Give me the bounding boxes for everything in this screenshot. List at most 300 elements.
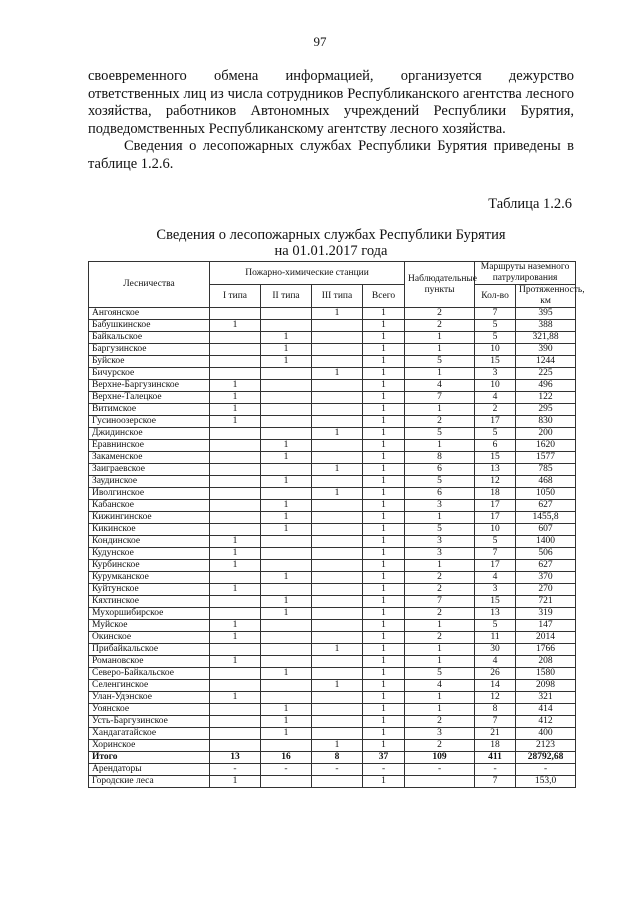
- table-cell: 1: [363, 440, 405, 452]
- table-cell: [261, 584, 312, 596]
- forestry-name-cell: Окинское: [89, 632, 210, 644]
- table-cell: 15: [475, 452, 516, 464]
- table-cell: 1: [363, 560, 405, 572]
- table-cell: [210, 740, 261, 752]
- table-cell: [312, 692, 363, 704]
- table-cell: 1: [210, 392, 261, 404]
- table-cell: 1: [210, 320, 261, 332]
- table-cell: 2098: [516, 680, 576, 692]
- forestry-name-cell: Кикинское: [89, 524, 210, 536]
- table-cell: 1: [363, 740, 405, 752]
- table-cell: [261, 692, 312, 704]
- table-cell: 1244: [516, 356, 576, 368]
- table-cell: 1: [363, 536, 405, 548]
- forestry-name-cell: Бичурское: [89, 368, 210, 380]
- table-row: [89, 776, 576, 788]
- table-cell: 21: [475, 728, 516, 740]
- table-cell: 506: [516, 548, 576, 560]
- table-cell: 1: [405, 404, 475, 416]
- forestry-name-cell: Северо-Байкальское: [89, 668, 210, 680]
- forestry-name-cell: Арендаторы: [89, 764, 210, 776]
- table-cell: 1: [405, 440, 475, 452]
- table-title-line1: Сведения о лесопожарных службах Республики Бурятия: [156, 227, 506, 243]
- forestry-name-cell: Хоринское: [89, 740, 210, 752]
- paragraph-table-reference: Сведения о лесопожарных службах Республики Бурятия приведены в таблице 1.2.6.: [88, 138, 574, 172]
- table-cell: 5: [405, 356, 475, 368]
- table-cell: [210, 572, 261, 584]
- table-cell: [210, 344, 261, 356]
- table-cell: [210, 488, 261, 500]
- table-row: [89, 764, 576, 776]
- table-cell: 12: [475, 692, 516, 704]
- table-cell: 1: [363, 668, 405, 680]
- forestry-name-cell: Селенгинское: [89, 680, 210, 692]
- table-cell: 1: [261, 356, 312, 368]
- header-type-3: III типа: [312, 285, 363, 308]
- table-row: [89, 332, 576, 344]
- table-cell: 16: [261, 752, 312, 764]
- table-cell: 1: [363, 632, 405, 644]
- table-cell: 1: [363, 356, 405, 368]
- table-cell: 1: [363, 368, 405, 380]
- table-cell: -: [516, 764, 576, 776]
- table-row: [89, 560, 576, 572]
- table-cell: 607: [516, 524, 576, 536]
- table-cell: 1: [261, 344, 312, 356]
- table-cell: 17: [475, 560, 516, 572]
- table-cell: [210, 452, 261, 464]
- forestry-name-cell: Мухоршибирское: [89, 608, 210, 620]
- table-cell: 4: [405, 380, 475, 392]
- table-cell: 2: [405, 740, 475, 752]
- table-cell: [261, 680, 312, 692]
- table-cell: 1: [312, 464, 363, 476]
- table-cell: 1: [363, 716, 405, 728]
- table-cell: 1: [405, 344, 475, 356]
- table-cell: 4: [475, 572, 516, 584]
- table-cell: 109: [405, 752, 475, 764]
- table-row: [89, 668, 576, 680]
- table-cell: 11: [475, 632, 516, 644]
- table-cell: [312, 320, 363, 332]
- table-cell: 1: [363, 452, 405, 464]
- table-cell: 496: [516, 380, 576, 392]
- table-row: [89, 344, 576, 356]
- table-row: [89, 440, 576, 452]
- table-cell: 5: [405, 668, 475, 680]
- table-cell: 830: [516, 416, 576, 428]
- table-cell: 17: [475, 500, 516, 512]
- header-total: Всего: [363, 285, 405, 308]
- table-cell: 7: [405, 596, 475, 608]
- table-cell: 2: [405, 632, 475, 644]
- table-cell: 15: [475, 596, 516, 608]
- table-cell: [312, 704, 363, 716]
- table-cell: 28792,68: [516, 752, 576, 764]
- table-cell: [312, 560, 363, 572]
- table-cell: 8: [405, 452, 475, 464]
- table-cell: 1: [312, 428, 363, 440]
- table-row: [89, 740, 576, 752]
- forestry-name-cell: Кабанское: [89, 500, 210, 512]
- table-cell: 1: [363, 404, 405, 416]
- table-cell: 1: [312, 644, 363, 656]
- table-cell: 1: [363, 596, 405, 608]
- table-cell: -: [312, 764, 363, 776]
- table-row: [89, 404, 576, 416]
- table-cell: [261, 416, 312, 428]
- table-cell: [210, 644, 261, 656]
- table-cell: 295: [516, 404, 576, 416]
- table-cell: 12: [475, 476, 516, 488]
- table-cell: 153,0: [516, 776, 576, 788]
- table-cell: [210, 464, 261, 476]
- table-row: [89, 476, 576, 488]
- table-cell: 1: [405, 620, 475, 632]
- table-row: [89, 716, 576, 728]
- header-type-1: I типа: [210, 285, 261, 308]
- table-cell: 1: [261, 440, 312, 452]
- table-cell: [210, 440, 261, 452]
- table-cell: 1: [363, 548, 405, 560]
- table-cell: 10: [475, 524, 516, 536]
- table-cell: [312, 656, 363, 668]
- table-cell: 5: [405, 524, 475, 536]
- table-cell: [261, 536, 312, 548]
- table-cell: 1: [363, 476, 405, 488]
- table-cell: 1: [261, 572, 312, 584]
- table-cell: 321: [516, 692, 576, 704]
- forestry-name-cell: Заудинское: [89, 476, 210, 488]
- table-cell: 2: [405, 584, 475, 596]
- table-cell: 1580: [516, 668, 576, 680]
- table-cell: 2014: [516, 632, 576, 644]
- table-row: [89, 596, 576, 608]
- table-cell: 1: [363, 416, 405, 428]
- table-cell: 2: [405, 308, 475, 320]
- table-cell: [312, 344, 363, 356]
- table-row: [89, 548, 576, 560]
- table-cell: 1: [261, 524, 312, 536]
- table-row: [89, 632, 576, 644]
- table-cell: [312, 776, 363, 788]
- table-cell: 370: [516, 572, 576, 584]
- table-cell: 627: [516, 560, 576, 572]
- table-row: [89, 656, 576, 668]
- body-text: [88, 68, 574, 173]
- table-cell: [210, 716, 261, 728]
- table-cell: [312, 332, 363, 344]
- forestry-name-cell: Куйтунское: [89, 584, 210, 596]
- table-cell: 721: [516, 596, 576, 608]
- table-cell: 5: [475, 320, 516, 332]
- table-cell: [312, 536, 363, 548]
- table-caption: Таблица 1.2.6: [488, 196, 572, 212]
- table-row: [89, 320, 576, 332]
- table-cell: 1: [363, 728, 405, 740]
- table-cell: [312, 380, 363, 392]
- table-cell: 412: [516, 716, 576, 728]
- table-cell: 7: [475, 548, 516, 560]
- table-cell: 1: [210, 692, 261, 704]
- table-cell: 1: [405, 332, 475, 344]
- header-route-count: Кол-во: [475, 285, 516, 308]
- table-cell: [210, 704, 261, 716]
- table-cell: [312, 716, 363, 728]
- table-row: [89, 620, 576, 632]
- table-cell: [261, 428, 312, 440]
- table-cell: 1: [363, 524, 405, 536]
- table-cell: [261, 632, 312, 644]
- table-cell: [210, 428, 261, 440]
- forestry-name-cell: Джидинское: [89, 428, 210, 440]
- table-row: [89, 500, 576, 512]
- table-cell: 1: [405, 692, 475, 704]
- table-cell: [261, 776, 312, 788]
- table-cell: [261, 740, 312, 752]
- header-patrol-routes: Маршруты наземного патрулирования: [475, 262, 576, 285]
- table-cell: [312, 596, 363, 608]
- table-row: [89, 356, 576, 368]
- forestry-name-cell: Итого: [89, 752, 210, 764]
- header-type-2: II типа: [261, 285, 312, 308]
- table-cell: 10: [475, 344, 516, 356]
- table-cell: 225: [516, 368, 576, 380]
- table-cell: 4: [475, 656, 516, 668]
- table-cell: [261, 644, 312, 656]
- table-row: [89, 416, 576, 428]
- table-cell: 17: [475, 512, 516, 524]
- table-cell: 411: [475, 752, 516, 764]
- table-cell: 627: [516, 500, 576, 512]
- table-cell: [312, 440, 363, 452]
- table-cell: 1: [261, 452, 312, 464]
- table-cell: [261, 380, 312, 392]
- table-row: [89, 488, 576, 500]
- table-cell: [312, 620, 363, 632]
- table-cell: 147: [516, 620, 576, 632]
- header-stations: Пожарно-химические станции: [210, 262, 405, 285]
- table-cell: 10: [475, 380, 516, 392]
- table-cell: 1: [312, 680, 363, 692]
- table-cell: 785: [516, 464, 576, 476]
- table-cell: 3: [475, 368, 516, 380]
- table-cell: [261, 308, 312, 320]
- table-cell: 18: [475, 740, 516, 752]
- table-cell: 1: [363, 344, 405, 356]
- table-cell: [261, 392, 312, 404]
- forestry-name-cell: Прибайкальское: [89, 644, 210, 656]
- forestry-name-cell: Кижингинское: [89, 512, 210, 524]
- forestry-name-cell: Улан-Удэнское: [89, 692, 210, 704]
- table-cell: 1: [210, 620, 261, 632]
- forestry-name-cell: Гусиноозерское: [89, 416, 210, 428]
- table-cell: [210, 728, 261, 740]
- table-cell: 1: [363, 644, 405, 656]
- table-cell: 1: [312, 488, 363, 500]
- table-cell: [312, 584, 363, 596]
- table-row: [89, 428, 576, 440]
- table-cell: 1: [312, 740, 363, 752]
- forestry-name-cell: Кудунское: [89, 548, 210, 560]
- table-cell: 1: [210, 416, 261, 428]
- table-cell: 5: [405, 476, 475, 488]
- forestry-name-cell: Иволгинское: [89, 488, 210, 500]
- table-row: [89, 572, 576, 584]
- table-row: [89, 524, 576, 536]
- table-cell: [261, 320, 312, 332]
- forestry-name-cell: Усть-Баргузинское: [89, 716, 210, 728]
- table-cell: [261, 404, 312, 416]
- table-cell: 7: [475, 716, 516, 728]
- table-cell: [210, 332, 261, 344]
- table-cell: 17: [475, 416, 516, 428]
- table-cell: 3: [405, 536, 475, 548]
- table-cell: 13: [475, 608, 516, 620]
- paragraph-continuation: своевременного обмена информацией, организуется дежурство ответственных лиц из числа сотрудников Республиканского агентства лесного хозяйства, работников Автономных учреждений Республики Бурятия, подведомственных Республиканскому агентству лесного хозяйства.: [88, 68, 574, 137]
- table-cell: 1: [261, 500, 312, 512]
- table-cell: -: [475, 764, 516, 776]
- table-cell: 30: [475, 644, 516, 656]
- table-cell: 5: [475, 536, 516, 548]
- table-cell: -: [210, 764, 261, 776]
- table-cell: [312, 404, 363, 416]
- table-cell: [312, 632, 363, 644]
- table-cell: 1: [363, 584, 405, 596]
- table-cell: 1: [210, 536, 261, 548]
- table-cell: [312, 512, 363, 524]
- table-cell: [312, 608, 363, 620]
- table-row: [89, 692, 576, 704]
- table-cell: 388: [516, 320, 576, 332]
- table-title-date: на 01.01.2017 года: [274, 243, 388, 259]
- forestry-name-cell: Хандагатайское: [89, 728, 210, 740]
- table-cell: 1: [363, 656, 405, 668]
- table-cell: [261, 368, 312, 380]
- table-cell: 319: [516, 608, 576, 620]
- table-cell: 14: [475, 680, 516, 692]
- table-cell: 3: [405, 548, 475, 560]
- table-cell: 1: [405, 560, 475, 572]
- table-cell: 1: [363, 488, 405, 500]
- forestry-name-cell: Уоянское: [89, 704, 210, 716]
- table-cell: 1: [210, 776, 261, 788]
- table-cell: [210, 308, 261, 320]
- forestry-name-cell: Закаменское: [89, 452, 210, 464]
- table-cell: [405, 776, 475, 788]
- table-cell: 1: [210, 380, 261, 392]
- table-cell: [312, 524, 363, 536]
- table-cell: 3: [405, 728, 475, 740]
- table-cell: 6: [475, 440, 516, 452]
- table-cell: 3: [405, 500, 475, 512]
- table-cell: 2: [405, 716, 475, 728]
- table-cell: 1: [363, 308, 405, 320]
- table-cell: 1: [261, 704, 312, 716]
- table-cell: 5: [405, 428, 475, 440]
- table-cell: [210, 608, 261, 620]
- table-cell: 7: [475, 776, 516, 788]
- table-cell: [210, 512, 261, 524]
- table-title: [88, 227, 574, 259]
- table-cell: 1: [363, 392, 405, 404]
- table-row: [89, 464, 576, 476]
- table-cell: [261, 464, 312, 476]
- table-cell: 400: [516, 728, 576, 740]
- table-cell: 1: [363, 464, 405, 476]
- table-cell: [312, 548, 363, 560]
- table-row: [89, 368, 576, 380]
- table-cell: 2123: [516, 740, 576, 752]
- table-cell: 1: [261, 668, 312, 680]
- forestry-name-cell: Баргузинское: [89, 344, 210, 356]
- table-cell: 414: [516, 704, 576, 716]
- table-cell: 1: [261, 512, 312, 524]
- table-row: [89, 584, 576, 596]
- table-cell: 1400: [516, 536, 576, 548]
- table-cell: 122: [516, 392, 576, 404]
- table-cell: 1: [261, 728, 312, 740]
- table-row: [89, 728, 576, 740]
- table-cell: [261, 656, 312, 668]
- table-cell: 2: [405, 416, 475, 428]
- table-cell: 395: [516, 308, 576, 320]
- table-cell: 1: [210, 560, 261, 572]
- table-cell: -: [405, 764, 475, 776]
- forestry-name-cell: Кяхтинское: [89, 596, 210, 608]
- table-cell: 2: [405, 572, 475, 584]
- table-body: [89, 308, 576, 788]
- table-cell: -: [363, 764, 405, 776]
- table-cell: [312, 500, 363, 512]
- forestry-name-cell: Курумканское: [89, 572, 210, 584]
- table-cell: 1: [210, 584, 261, 596]
- table-cell: 1: [363, 320, 405, 332]
- forestry-name-cell: Ангоянское: [89, 308, 210, 320]
- table-row: [89, 380, 576, 392]
- table-row: [89, 452, 576, 464]
- table-cell: [210, 476, 261, 488]
- forestry-name-cell: Байкальское: [89, 332, 210, 344]
- table-cell: 1: [363, 704, 405, 716]
- table-cell: 1: [363, 428, 405, 440]
- forestry-name-cell: Муйское: [89, 620, 210, 632]
- table-cell: 1: [210, 656, 261, 668]
- table-cell: 5: [475, 332, 516, 344]
- header-route-length: Протяженность, км: [516, 285, 576, 308]
- table-row: [89, 392, 576, 404]
- table-cell: 1: [261, 596, 312, 608]
- table-row: [89, 680, 576, 692]
- table-cell: 1: [405, 704, 475, 716]
- table-cell: [210, 356, 261, 368]
- table-cell: 1: [363, 776, 405, 788]
- table-cell: 2: [475, 404, 516, 416]
- forestry-name-cell: Витимское: [89, 404, 210, 416]
- table-cell: [312, 728, 363, 740]
- table-cell: [261, 488, 312, 500]
- table-cell: [312, 392, 363, 404]
- table-cell: [210, 524, 261, 536]
- header-observation-points: Наблюдательные пункты: [405, 262, 475, 308]
- table-row: [89, 608, 576, 620]
- forestry-name-cell: Заиграевское: [89, 464, 210, 476]
- table-cell: 1: [363, 500, 405, 512]
- table-cell: 8: [475, 704, 516, 716]
- table-cell: [312, 476, 363, 488]
- table-cell: [261, 620, 312, 632]
- table-cell: 1: [363, 608, 405, 620]
